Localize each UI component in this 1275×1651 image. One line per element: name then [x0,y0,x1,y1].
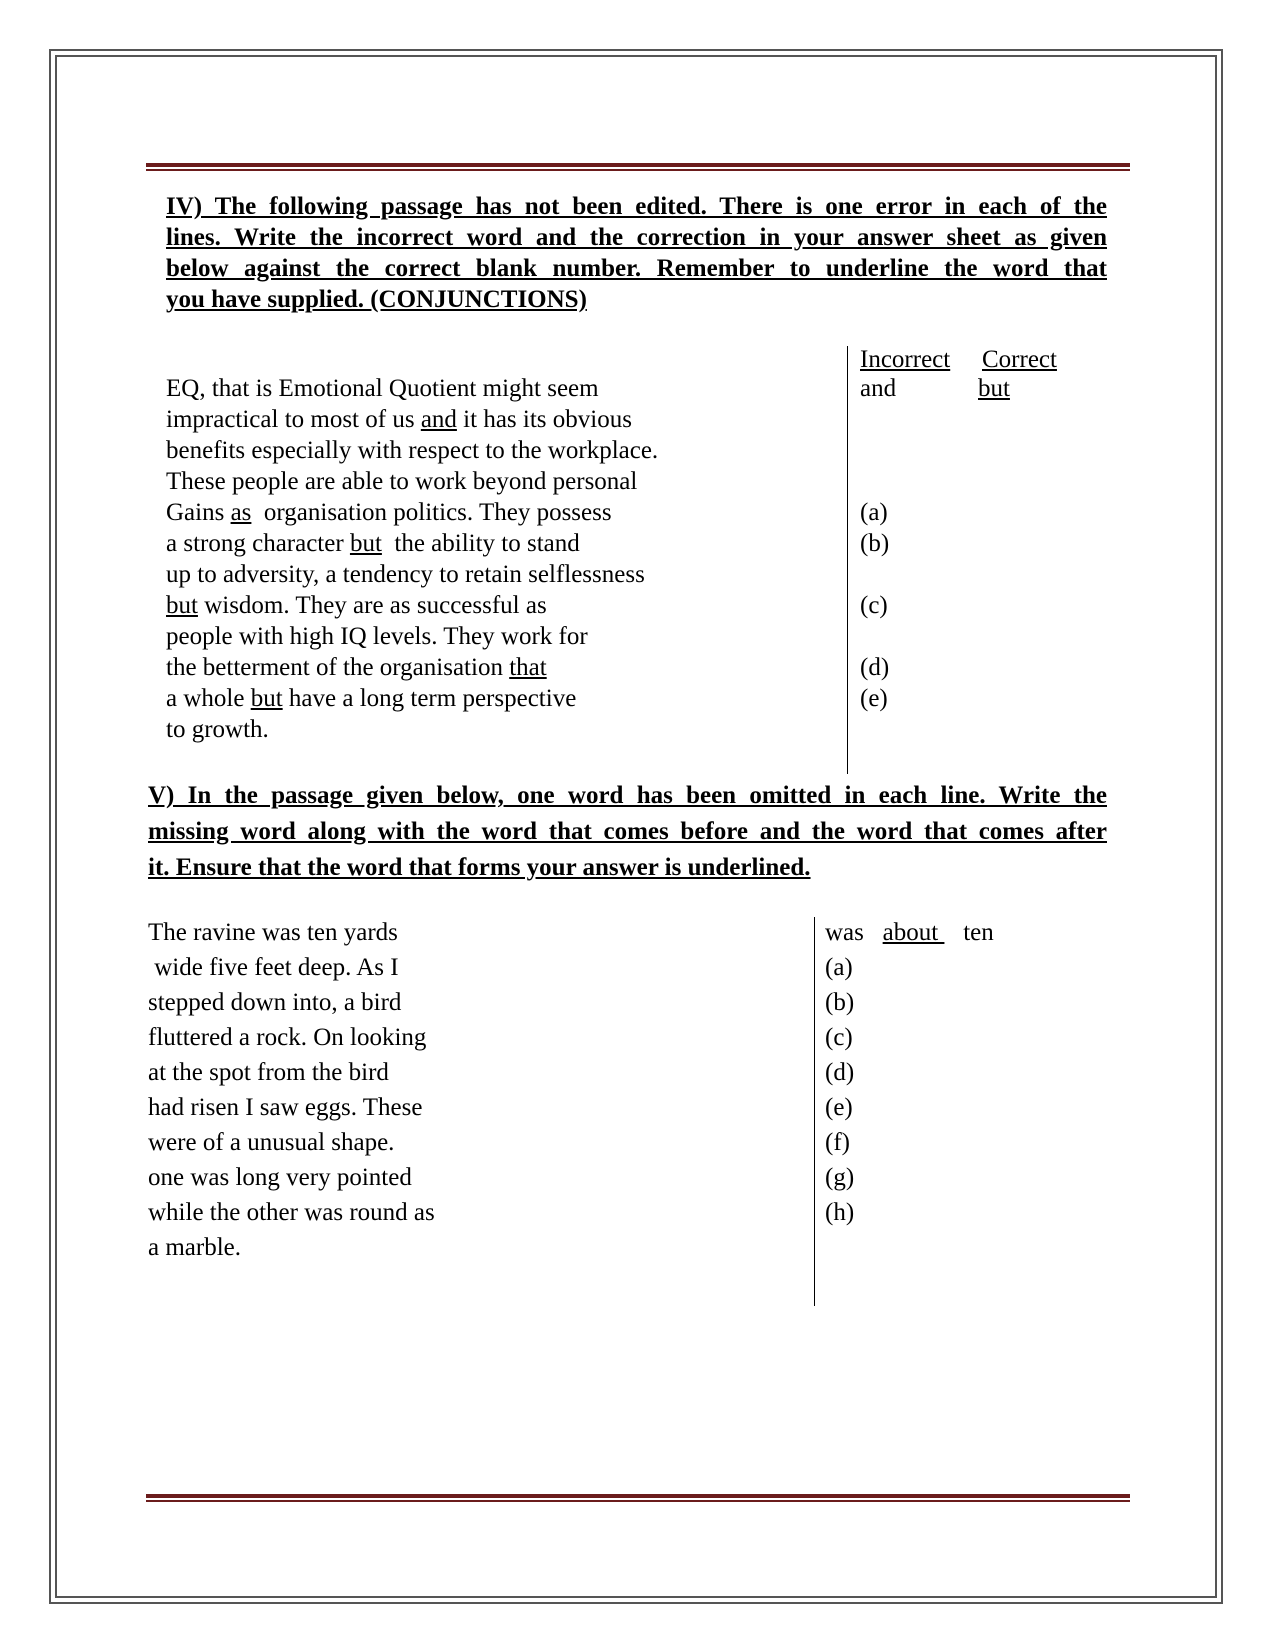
passage-text: it has its obvious [456,406,632,433]
passage-text: up to adversity, a tendency to retain selflessness [166,561,645,588]
passage-text: impractical to most of us [166,406,421,433]
underlined-error-word: but [250,685,283,712]
incorrect-column-header [860,344,950,375]
answer-label: (d) [860,654,890,681]
answer-label [860,559,889,590]
example-missing-word: about [882,919,945,946]
example-after-word: ten [963,919,994,946]
top-rule [146,163,1130,171]
section-iv-passage [166,373,658,745]
passage-text: These people are able to work beyond personal [166,468,638,495]
passage-line: a marble. [148,1234,242,1261]
passage-line [166,466,658,497]
passage-line: one was long very pointed [148,1164,412,1191]
passage-line [166,714,658,745]
heading-line: you have supplied. (CONJUNCTIONS) [166,286,587,313]
passage-text: have a long term perspective [282,685,577,712]
answer-label: (a) [825,954,853,981]
passage-text: the betterment of the organisation [166,654,510,681]
heading-line: missing word along with the word that comes before and the word that comes after [148,818,1107,845]
answer-label [860,373,889,404]
passage-text: organisation politics. They possess [251,499,612,526]
passage-line [166,435,658,466]
passage-line: while the other was round as [148,1199,435,1226]
underlined-error-word: but [349,530,382,557]
passage-line [166,559,658,590]
answer-label: (c) [860,592,888,619]
answer-label: (e) [825,1094,853,1121]
answer-label: (g) [825,1164,855,1191]
bottom-rule [146,1494,1130,1502]
passage-text: wisdom. They are as successful as [197,592,547,619]
section-iv-heading [166,191,1107,315]
heading-line: V) In the passage given below, one word has been omitted in each line. Write the [148,782,1107,809]
passage-line [166,404,658,435]
underlined-error-word: that [509,654,547,681]
answer-label [860,466,889,497]
answer-label: (f) [825,1129,850,1156]
section-v-divider [814,917,815,1306]
answer-label: (e) [860,685,888,712]
passage-line: at the spot from the bird [148,1059,389,1086]
correct-header-label: Correct [982,346,1057,373]
passage-line [166,621,658,652]
section-v-answer-labels [825,950,854,1230]
correct-column-header [982,344,1057,375]
incorrect-header-label: Incorrect [860,346,951,373]
passage-line [166,652,658,683]
passage-line [166,373,658,404]
answer-label: (a) [860,499,888,526]
answer-label: (h) [825,1199,855,1226]
heading-line: below against the correct blank number. Remember to underline the word that [166,255,1107,282]
passage-line: stepped down into, a bird [148,989,402,1016]
answer-label [860,435,889,466]
passage-text: a whole [166,685,251,712]
passage-line: The ravine was ten yards [148,919,398,946]
passage-text: the ability to stand [381,530,580,557]
passage-line: fluttered a rock. On looking [148,1024,427,1051]
answer-label [860,621,889,652]
passage-text: EQ, that is Emotional Quotient might seem [166,375,599,402]
passage-text: benefits especially with respect to the workplace. [166,437,659,464]
example-answer-row [825,915,994,950]
passage-text: people with high IQ levels. They work for [166,623,588,650]
underlined-error-word: as [230,499,252,526]
section-v-passage [148,915,435,1265]
example-incorrect-word: and [860,375,897,402]
passage-text: to growth. [166,716,269,743]
underlined-error-word: and [420,406,457,433]
example-correct-word: but [978,375,1010,402]
heading-line: lines. Write the incorrect word and the correction in your answer sheet as given [166,224,1107,251]
answer-label: (b) [860,530,890,557]
passage-line: wide five feet deep. As I [148,954,399,981]
answer-label: (d) [825,1059,855,1086]
answer-label [860,404,889,435]
answer-label: (c) [825,1024,853,1051]
heading-line: IV) The following passage has not been edited. There is one error in each of the [166,193,1107,220]
passage-text: a strong character [166,530,350,557]
answer-label [860,714,889,745]
passage-text: Gains [166,499,231,526]
section-v-heading [148,778,1107,886]
passage-line [166,590,658,621]
passage-line: were of a unusual shape. [148,1129,395,1156]
passage-line [166,683,658,714]
passage-line: had risen I saw eggs. These [148,1094,423,1121]
passage-line [166,528,658,559]
answer-label: (b) [825,989,855,1016]
example-before-word: was [825,919,864,946]
heading-line: it. Ensure that the word that forms your answer is underlined. [148,854,811,881]
section-iv-answer-labels [860,373,889,745]
section-iv-divider [847,346,848,774]
underlined-error-word: but [166,592,198,619]
passage-line [166,497,658,528]
